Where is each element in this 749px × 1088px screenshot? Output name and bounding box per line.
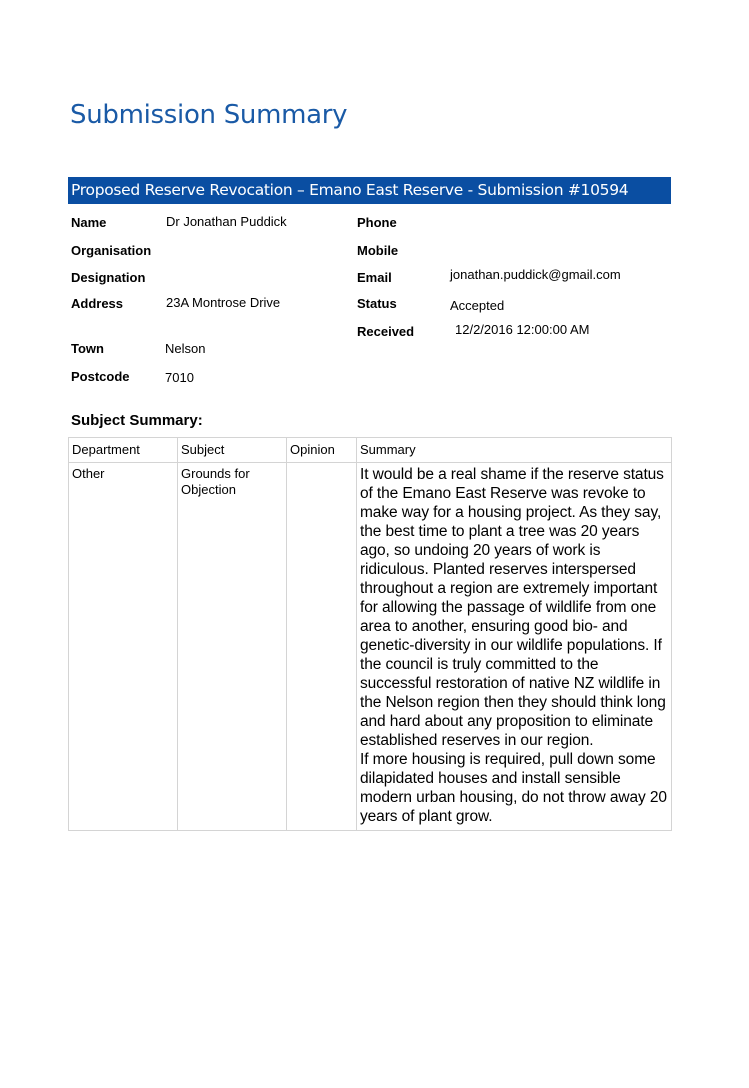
table-header-row xyxy=(69,438,672,463)
submission-banner: Proposed Reserve Revocation – Emano East Reserve - Submission #10594 xyxy=(68,177,671,204)
phone-label: Phone xyxy=(357,215,397,230)
summary-paragraph: If more housing is required, pull down some dilapidated houses and install sensible modern urban housing, do not throw away 20 years of plant grow. xyxy=(360,751,667,825)
column-header-opinion: Opinion xyxy=(287,438,357,463)
postcode-label: Postcode xyxy=(71,369,130,384)
town-value: Nelson xyxy=(165,341,206,356)
name-label: Name xyxy=(71,215,107,230)
page-title: Submission Summary xyxy=(70,100,348,130)
address-label: Address xyxy=(71,296,124,311)
summary-paragraph: It would be a real shame if the reserve status of the Emano East Reserve was revoke to make way for a housing project. As they say, the best time to plant a tree was 20 years ago, so undoing 20 years of work is ridiculous. Planted reserves interspersed throughout a region are extremely important for allowing the passage of wildlife from one area to another, ensuring good bio- and genetic-diversity in our wildlife populations. If the council is truly committed to the successful restoration of native NZ wildlife in the Nelson region then they should think long and hard about any proposition to eliminate established reserves in our region. xyxy=(360,466,666,749)
postcode-value: 7010 xyxy=(165,370,194,385)
status-value: Accepted xyxy=(450,298,505,313)
designation-label: Designation xyxy=(71,270,146,285)
department-cell: Other xyxy=(69,463,178,831)
column-header-summary: Summary xyxy=(357,438,672,463)
mobile-label: Mobile xyxy=(357,243,399,258)
received-label: Received xyxy=(357,324,415,339)
subject-summary-title: Subject Summary: xyxy=(71,412,203,429)
status-label: Status xyxy=(357,296,397,311)
subject-cell: Grounds for Objection xyxy=(178,463,287,831)
table-row xyxy=(69,463,672,831)
town-label: Town xyxy=(71,341,104,356)
organisation-label: Organisation xyxy=(71,243,152,258)
opinion-cell xyxy=(287,463,357,831)
email-label: Email xyxy=(357,270,392,285)
received-value: 12/2/2016 12:00:00 AM xyxy=(455,322,590,337)
summary-cell xyxy=(357,463,672,831)
email-value: jonathan.puddick@gmail.com xyxy=(450,267,621,282)
address-value: 23A Montrose Drive xyxy=(166,295,281,310)
subject-summary-table xyxy=(68,437,672,831)
name-value: Dr Jonathan Puddick xyxy=(166,214,287,229)
column-header-subject: Subject xyxy=(178,438,287,463)
column-header-department: Department xyxy=(69,438,178,463)
